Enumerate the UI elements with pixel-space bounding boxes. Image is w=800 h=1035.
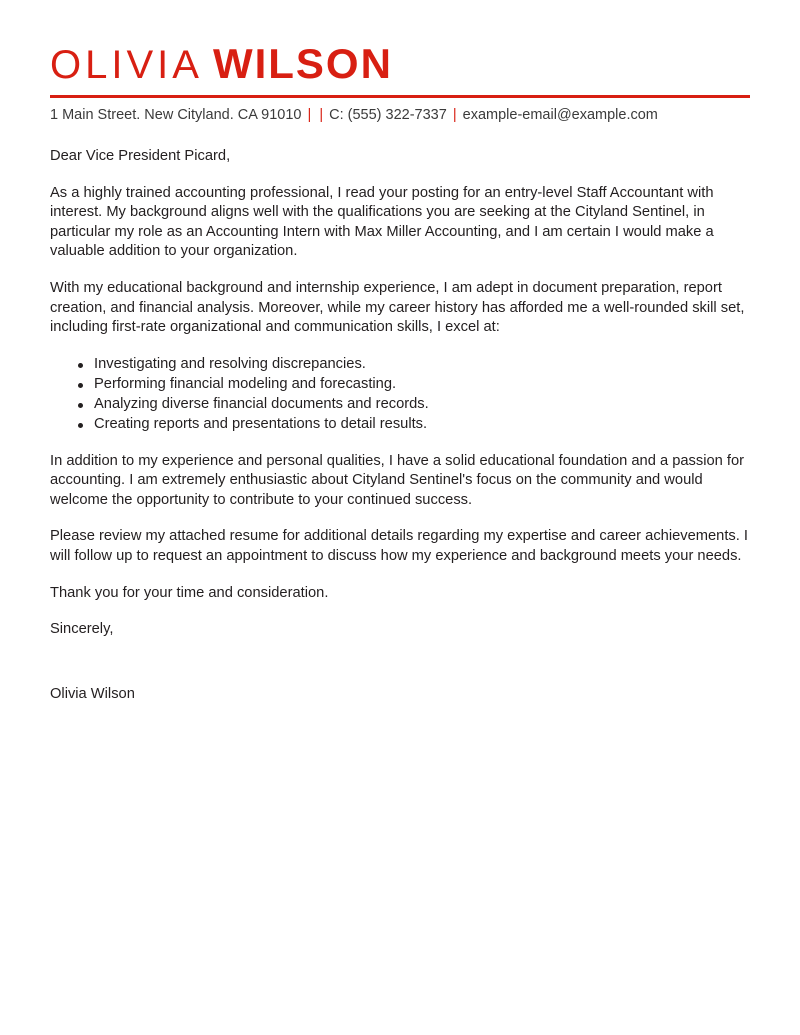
paragraph-1: As a highly trained accounting professional, I read your posting for an entry-level Staff Accountant with interest. My background aligns well with the qualifications you are seeking at the Cityland Sentinel, in particular my role as an Accounting Intern with Max Miller Accounting, and I am certain I would make a valuable addition to your organization. [50,184,714,260]
contact-separator-2: | [319,107,324,123]
list-item: Analyzing diverse financial documents and records. [50,395,750,415]
applicant-name [50,40,750,89]
paragraph-4: Please review my attached resume for additional details regarding my expertise and career achievements. I will follow up to request an appointment to discuss how my experience and background meets your needs. [50,528,749,564]
salutation: Dear Vice President Picard, [50,148,231,164]
letterhead [50,30,750,125]
contact-phone: C: (555) 322-7337 [329,107,447,123]
contact-info [50,105,750,125]
contact-email[interactable]: example-email@example.com [462,107,658,123]
paragraph-2: With my educational background and internship experience, I am adept in document preparation, report creation, and financial analysis. Moreover, while my career history has afforded me a well-rounded skill set, including first-rate organizational and communication skills, I excel at: [50,279,745,336]
header-divider [50,95,750,98]
letter-body [50,147,750,704]
contact-separator-1: | [307,107,312,123]
list-item: Creating reports and presentations to detail results. [50,415,750,435]
signature-name: Olivia Wilson [50,685,135,702]
contact-address: 1 Main Street. New Cityland. CA 91010 [50,107,302,123]
list-item: Investigating and resolving discrepancies. [50,355,750,375]
paragraph-3: In addition to my experience and personal qualities, I have a solid educational foundation and a passion for accounting. I am extremely enthusiastic about Cityland Sentinel's focus on the community and would welcome the opportunity to contribute to your continued success. [50,452,745,508]
sign-off: Sincerely, [50,621,114,638]
qualifications-list [50,355,750,435]
applicant-last-name: WILSON [212,40,393,87]
applicant-first-name: OLIVIA [50,43,203,87]
thank-you-line: Thank you for your time and consideration. [50,584,329,601]
contact-separator-3: | [452,107,457,123]
list-item: Performing financial modeling and forecasting. [50,375,750,395]
